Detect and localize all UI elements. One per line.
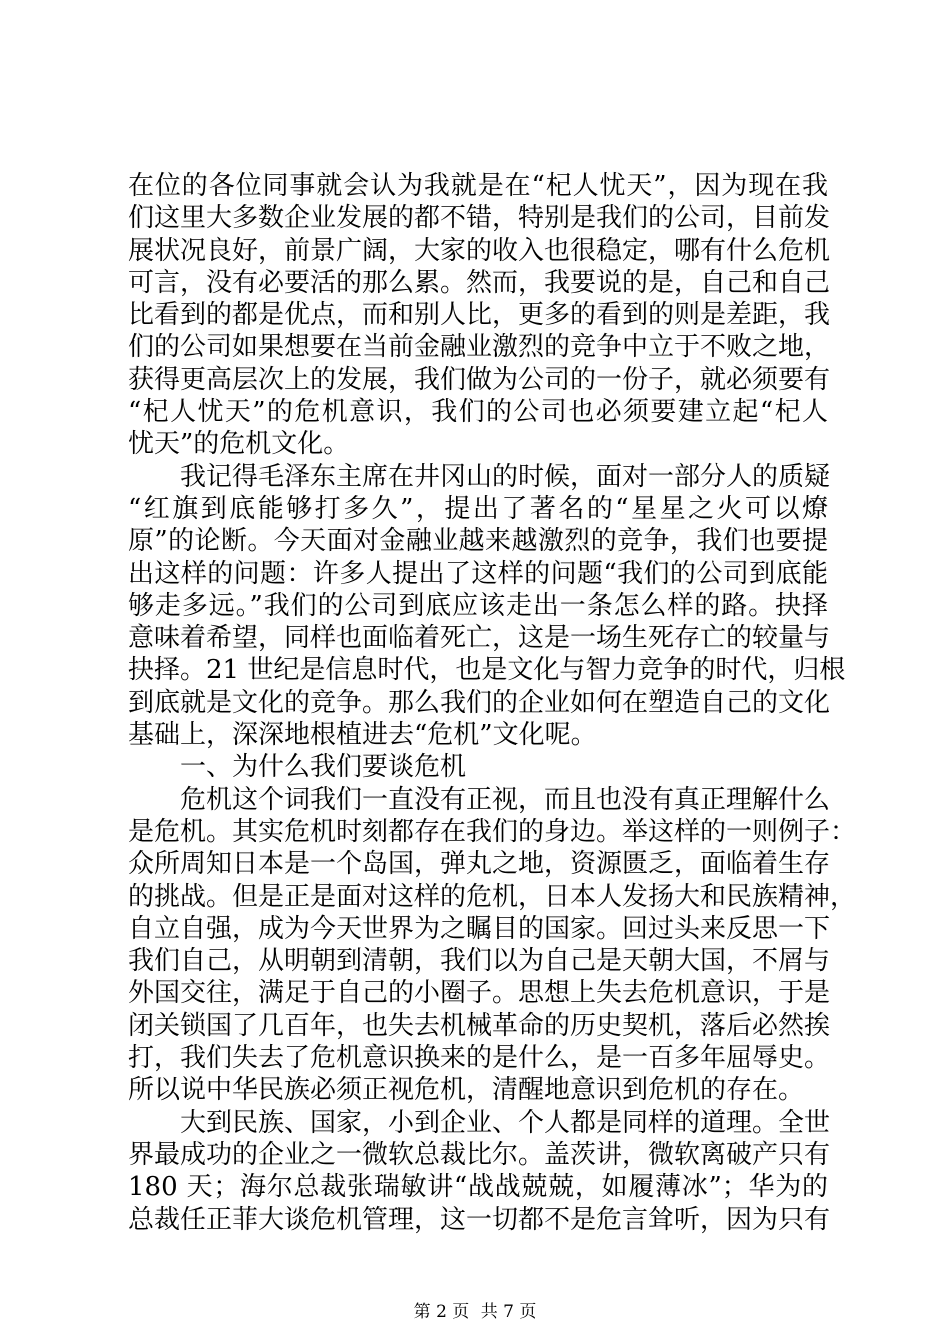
text-line: 闭关锁国了几百年，也失去机械革命的历史契机，落后必然挨	[128, 1010, 831, 1041]
page-number: 第 2 页	[413, 1302, 470, 1322]
document-body	[128, 170, 857, 1236]
text-line: 意味着希望，同样也面临着死亡，这是一场生死存亡的较量与	[128, 623, 831, 654]
text-line: 总裁任正菲大谈危机管理，这一切都不是危言耸听，因为只有	[128, 1204, 831, 1235]
text-line: 基础上，深深地根植进去“危机”文化呢。	[128, 720, 597, 751]
text-line: 们的公司如果想要在当前金融业激烈的竞争中立于不败之地，	[128, 332, 831, 363]
text-line: 原”的论断。今天面对金融业越来越激烈的竞争，我们也要提	[128, 526, 828, 557]
text-line: 出这样的问题：许多人提出了这样的问题“我们的公司到底能	[128, 558, 828, 589]
page-total: 共 7 页	[480, 1302, 537, 1322]
text-line: 一、为什么我们要谈危机	[180, 752, 467, 783]
text-line: 界最成功的企业之一微软总裁比尔。盖茨讲，微软离破产只有	[128, 1139, 831, 1170]
text-line: 获得更高层次上的发展，我们做为公司的一份子，就必须要有	[128, 364, 831, 395]
text-line: 到底就是文化的竞争。那么我们的企业如何在塑造自己的文化	[128, 687, 831, 718]
text-line: 忧天”的危机文化。	[128, 429, 350, 460]
text-line: 大到民族、国家，小到企业、个人都是同样的道理。全世	[180, 1107, 831, 1138]
text-line: 所以说中华民族必须正视危机，清醒地意识到危机的存在。	[128, 1075, 805, 1106]
text-line: 展状况良好，前景广阔，大家的收入也很稳定，哪有什么危机	[128, 235, 831, 266]
text-line: 打，我们失去了危机意识换来的是什么，是一百多年屈辱史。	[128, 1043, 831, 1074]
text-line: 比看到的都是优点，而和别人比，更多的看到的则是差距，我	[128, 300, 831, 331]
text-line: 的挑战。但是正是面对这样的危机，日本人发扬大和民族精神，	[128, 881, 857, 912]
text-line: 够走多远。”我们的公司到底应该走出一条怎么样的路。抉择	[128, 590, 828, 621]
text-line: 众所周知日本是一个岛国，弹丸之地，资源匮乏，面临着生存	[128, 849, 831, 880]
text-line: 是危机。其实危机时刻都存在我们的身边。举这样的一则例子：	[128, 816, 857, 847]
text-line: “杞人忧天”的危机意识，我们的公司也必须要建立起“杞人	[128, 397, 828, 428]
text-line: 可言，没有必要活的那么累。然而，我要说的是，自己和自己	[128, 267, 831, 298]
text-line: 我记得毛泽东主席在井冈山的时候，面对一部分人的质疑	[180, 461, 831, 492]
text-line: 在位的各位同事就会认为我就是在“杞人忧天”，因为现在我	[128, 171, 828, 201]
page-footer	[0, 1297, 950, 1322]
text-line: 我们自己，从明朝到清朝，我们以为自己是天朝大国，不屑与	[128, 946, 831, 977]
text-line: 180 天；海尔总裁张瑞敏讲“战战兢兢，如履薄冰”；华为的	[128, 1172, 828, 1203]
text-line: 自立自强，成为今天世界为之瞩目的国家。回过头来反思一下	[128, 913, 831, 944]
text-line: “红旗到底能够打多久”，提出了著名的“星星之火可以燎	[128, 493, 828, 524]
text-line: 危机这个词我们一直没有正视，而且也没有真正理解什么	[180, 784, 831, 815]
text-line: 外国交往，满足于自己的小圈子。思想上失去危机意识，于是	[128, 978, 831, 1009]
text-line: 们这里大多数企业发展的都不错，特别是我们的公司，目前发	[128, 203, 831, 234]
text-line: 抉择。21 世纪是信息时代，也是文化与智力竞争的时代，归根	[128, 655, 846, 686]
